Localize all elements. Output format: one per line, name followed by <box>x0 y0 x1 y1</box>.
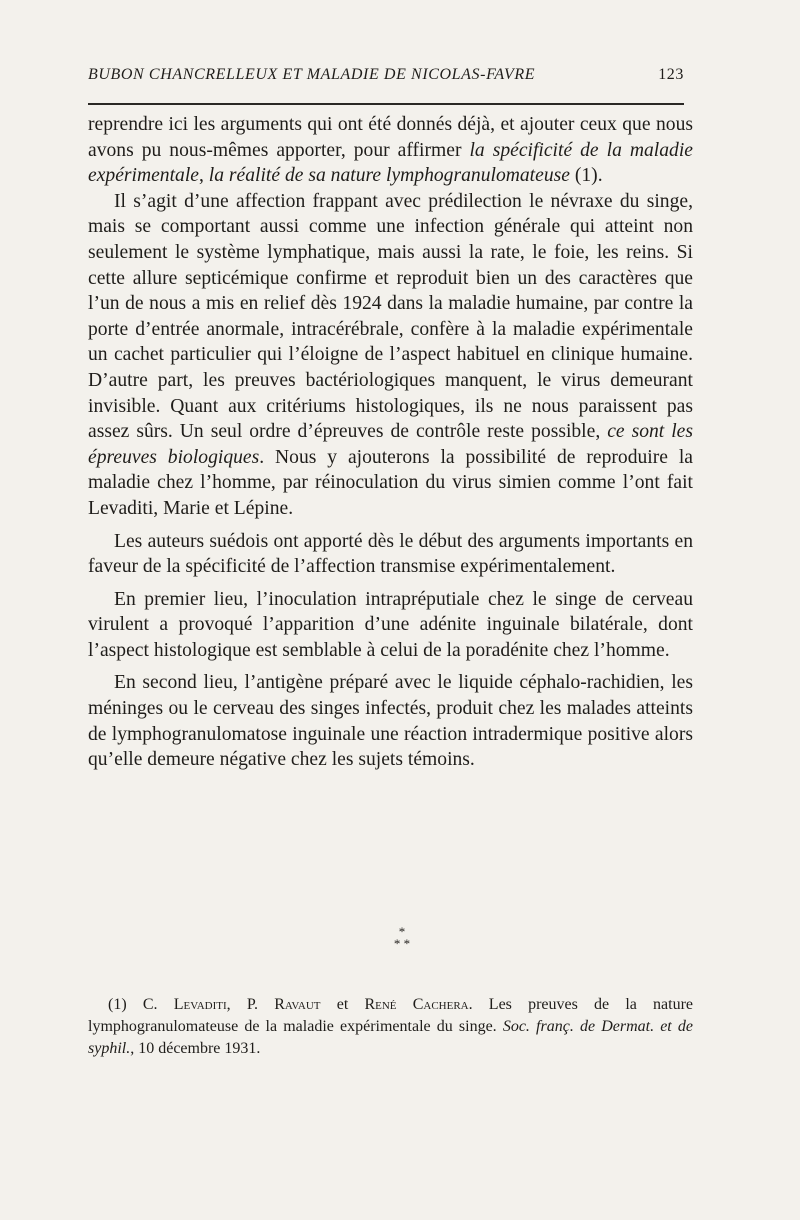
asterism-top: * <box>398 924 406 939</box>
footnote-text: (1) C. Levaditi, P. Ravaut et René Cachera. Les preuves de la nature lymphogranulomateuse de la maladie expérimentale du singe. Soc. franç. de Dermat. et de syphil., 10 décembre 1931. <box>88 996 694 1057</box>
page-header <box>88 66 684 84</box>
author-cachera: René Cachera <box>364 996 469 1013</box>
paragraph-1: reprendre ici les arguments qui ont été donnés déjà, et ajouter ceux que nous avons pu nous-mêmes apporter, pour affirmer la spécificité de la maladie expérimentale, la réalité de sa nature lymphogranulomateuse (1). <box>88 114 693 187</box>
body-text <box>88 112 693 773</box>
header-rule <box>88 103 684 105</box>
paragraph-3: Les auteurs suédois ont apporté dès le début des arguments importants en faveur de la spécificité de l’affection transmise expérimentalement. <box>88 530 693 578</box>
footnote-reference: (1). <box>569 165 603 187</box>
emphasis-specificite: la spécificité de la maladie expérimentale <box>88 139 693 187</box>
footnote <box>88 994 693 1060</box>
author-levaditi: C. Levaditi <box>142 996 227 1013</box>
paragraph-4: En premier lieu, l’inoculation intrapréputiale chez le singe de cerveau virulent a provoqué l’apparition d’une adénite inguinale bilatérale, dont l’aspect histologique est semblable à celui de la poradénite chez l’homme. <box>88 588 693 661</box>
asterism-separator <box>392 926 412 950</box>
paragraph-5: En second lieu, l’antigène préparé avec le liquide céphalo-rachidien, les méninges ou le cerveau des singes infectés, produit chez les malades atteints de lymphogranulomatose inguinale une réaction intradermique positive alors qu’elle demeure négative chez les sujets témoins. <box>88 672 693 771</box>
asterism-bottom: * * <box>393 936 411 951</box>
paragraph-2: Il s’agit d’une affection frappant avec prédilection le névraxe du singe, mais se comportant aussi comme une infection générale qui atteint non seulement le système lymphatique, mais aussi la rate, le foie, les reins. Si cette allure septicémique confirme et reproduit bien un des caractères que l’un de nous a mis en relief dès 1924 dans la maladie humaine, par contre la porte d’entrée anormale, intracérébrale, confère à la maladie expérimentale un cachet particulier qui l’éloigne de l’aspect habituel en clinique humaine. D’autre part, les preuves bactériologiques manquent, le virus demeurant invisible. Quant aux critériums histologiques, ils ne nous paraissent pas assez sûrs. Un seul ordre d’épreuves de contrôle reste possible, ce sont les épreuves biologiques. Nous y ajouterons la possibilité de reproduire la maladie chez l’homme, par réinoculation du virus simien comme l’ont fait Levaditi, Marie et Lépine. <box>88 190 693 519</box>
journal-title: Soc. franç. de Dermat. et de syphil. <box>88 1018 693 1057</box>
emphasis-realite: la réalité de sa nature lymphogranulomateuse <box>208 165 570 187</box>
page-number: 123 <box>658 66 684 83</box>
author-ravaut: P. Ravaut <box>246 996 321 1013</box>
running-title: BUBON CHANCRELLEUX ET MALADIE DE NICOLAS-FAVRE <box>88 66 536 83</box>
emphasis-epreuves: ce sont les épreuves biologiques <box>88 421 693 468</box>
